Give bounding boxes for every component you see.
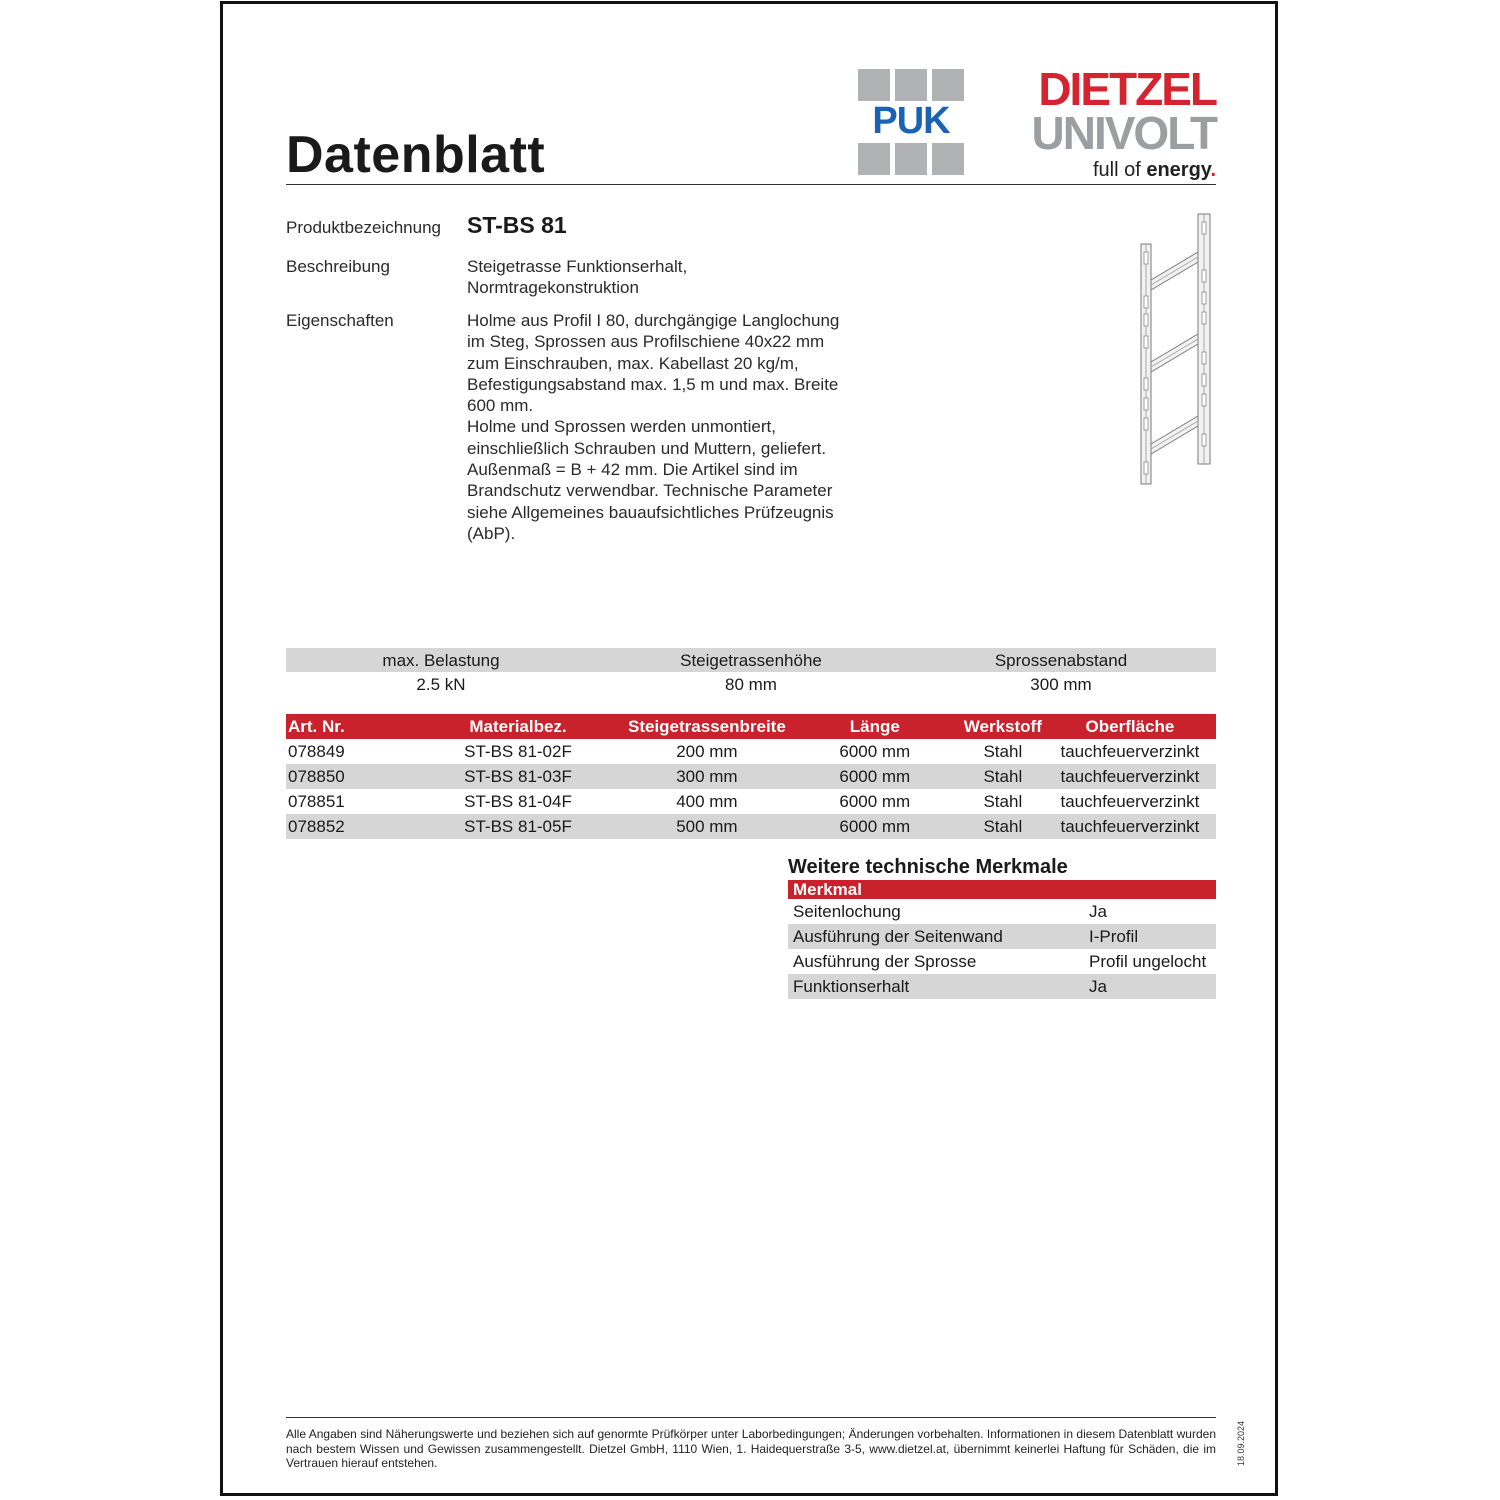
summary-header-row: [286, 648, 1216, 672]
page-title: Datenblatt: [286, 126, 546, 184]
print-date-text: 18.09.2024: [1236, 1420, 1246, 1466]
summary-header-cell: Steigetrassenhöhe: [680, 651, 822, 670]
article-number: 078851: [288, 791, 345, 811]
article-header-cell: Werkstoff: [962, 714, 1044, 739]
title-divider: [286, 184, 1216, 185]
features-header: Merkmal: [788, 880, 1216, 899]
length: 6000 mm: [839, 741, 911, 761]
summary-value-cell: 80 mm: [725, 675, 777, 694]
feature-name: Ausführung der Seitenwand: [788, 924, 1084, 949]
table-row: [286, 789, 1216, 814]
summary-header-cell: max. Belastung: [382, 651, 500, 670]
product-name-label: Produktbezeichnung: [286, 218, 442, 237]
article-table: [286, 714, 1216, 839]
summary-value-row: [286, 672, 1216, 696]
product-name: ST-BS 81: [467, 212, 567, 238]
logo-slogan: full of energy.: [1092, 159, 1216, 181]
article-header-row: [286, 714, 1216, 739]
material-designation: ST-BS 81-02F: [464, 741, 572, 761]
feature-value: I-Profil: [1084, 924, 1216, 949]
footer-divider: [286, 1417, 1216, 1418]
cable-ladder-icon: [1136, 212, 1216, 487]
article-header-cell: Oberfläche: [1044, 714, 1216, 739]
features-header-row: [788, 880, 1216, 899]
table-row: [286, 814, 1216, 839]
surface: tauchfeuerverzinkt: [1044, 764, 1216, 789]
tray-width: 400 mm: [676, 791, 738, 811]
article-header-cell: Steigetrassenbreite: [626, 714, 788, 739]
article-number: 078852: [286, 814, 410, 839]
description-label: Beschreibung: [286, 257, 390, 276]
surface: tauchfeuerverzinkt: [1060, 791, 1200, 811]
article-header-cell: Materialbez.: [410, 714, 626, 739]
table-row: [788, 974, 1216, 999]
surface: tauchfeuerverzinkt: [1060, 741, 1200, 761]
length: 6000 mm: [788, 764, 962, 789]
table-row: [788, 924, 1216, 949]
feature-name: Seitenlochung: [793, 901, 901, 921]
material: Stahl: [983, 791, 1023, 811]
puk-logo: [858, 69, 964, 175]
features-table: [788, 880, 1216, 999]
puk-logo-text: PUK: [872, 100, 950, 142]
material-designation: ST-BS 81-04F: [464, 791, 572, 811]
summary-value-cell: 300 mm: [1030, 675, 1092, 694]
article-header-cell: Länge: [788, 714, 962, 739]
material: Stahl: [983, 741, 1023, 761]
logo-univolt-text: UNIVOLT: [1031, 107, 1216, 159]
article-number: 078850: [286, 764, 410, 789]
surface: tauchfeuerverzinkt: [1044, 814, 1216, 839]
material: Stahl: [962, 814, 1044, 839]
description-text: Steigetrasse Funktionserhalt, Normtragekonstruktion: [467, 257, 688, 298]
table-row: [286, 764, 1216, 789]
table-row: [788, 899, 1216, 924]
material: Stahl: [962, 764, 1044, 789]
features-title: Weitere technische Merkmale: [788, 856, 1068, 878]
material-designation: ST-BS 81-03F: [410, 764, 626, 789]
logo-dietzel-text: DIETZEL: [1038, 63, 1216, 115]
summary-value-cell: 2.5 kN: [416, 675, 466, 694]
table-row: [286, 739, 1216, 764]
properties-label: Eigenschaften: [286, 311, 394, 330]
article-number: 078849: [288, 741, 345, 761]
tray-width: 200 mm: [676, 741, 738, 761]
feature-value: Ja: [1084, 974, 1216, 999]
dietzel-univolt-logo: [1012, 64, 1216, 184]
feature-name: Ausführung der Sprosse: [793, 951, 977, 971]
print-date: [1232, 1420, 1272, 1466]
article-header-cell: Art. Nr.: [286, 714, 410, 739]
properties-text: Holme aus Profil I 80, durchgängige Langlochung im Steg, Sprossen aus Profilschiene 40x22 mm zum Einschrauben, max. Kabellast 20 kg/m, Befestigungsabstand max. 1,5 m und max. Breite 600 mm. Holme und Sprossen werden unmontiert, einschließlich Schrauben und Muttern, geliefert. Außenmaß = B + 42 mm. Die Artikel sind im Brandschutz verwendbar. Technische Parameter siehe Allgemeines bauaufsichtliches Prüfzeugnis (AbP).: [467, 311, 840, 543]
tray-width: 300 mm: [626, 764, 788, 789]
material-designation: ST-BS 81-05F: [410, 814, 626, 839]
feature-name: Funktionserhalt: [788, 974, 1084, 999]
tray-width: 500 mm: [626, 814, 788, 839]
feature-value: Profil ungelocht: [1089, 951, 1207, 971]
table-row: [788, 949, 1216, 974]
length: 6000 mm: [788, 814, 962, 839]
summary-table: [286, 648, 1216, 696]
length: 6000 mm: [839, 791, 911, 811]
summary-header-cell: Sprossenabstand: [994, 651, 1128, 670]
feature-value: Ja: [1089, 901, 1107, 921]
footer-disclaimer: Alle Angaben sind Näherungswerte und beziehen sich auf genormte Prüfkörper unter Laborbedingungen; Änderungen vorbehalten. Informationen in diesem Datenblatt wurden nach bestem Wissen und Gewissen zusammengestellt. Dietzel GmbH, 1110 Wien, 1. Haidequerstraße 3-5, www.dietzel.at, übernimmt keinerlei Haftung für Schäden, die im Vertrauen hierauf entstehen.: [286, 1427, 1216, 1471]
